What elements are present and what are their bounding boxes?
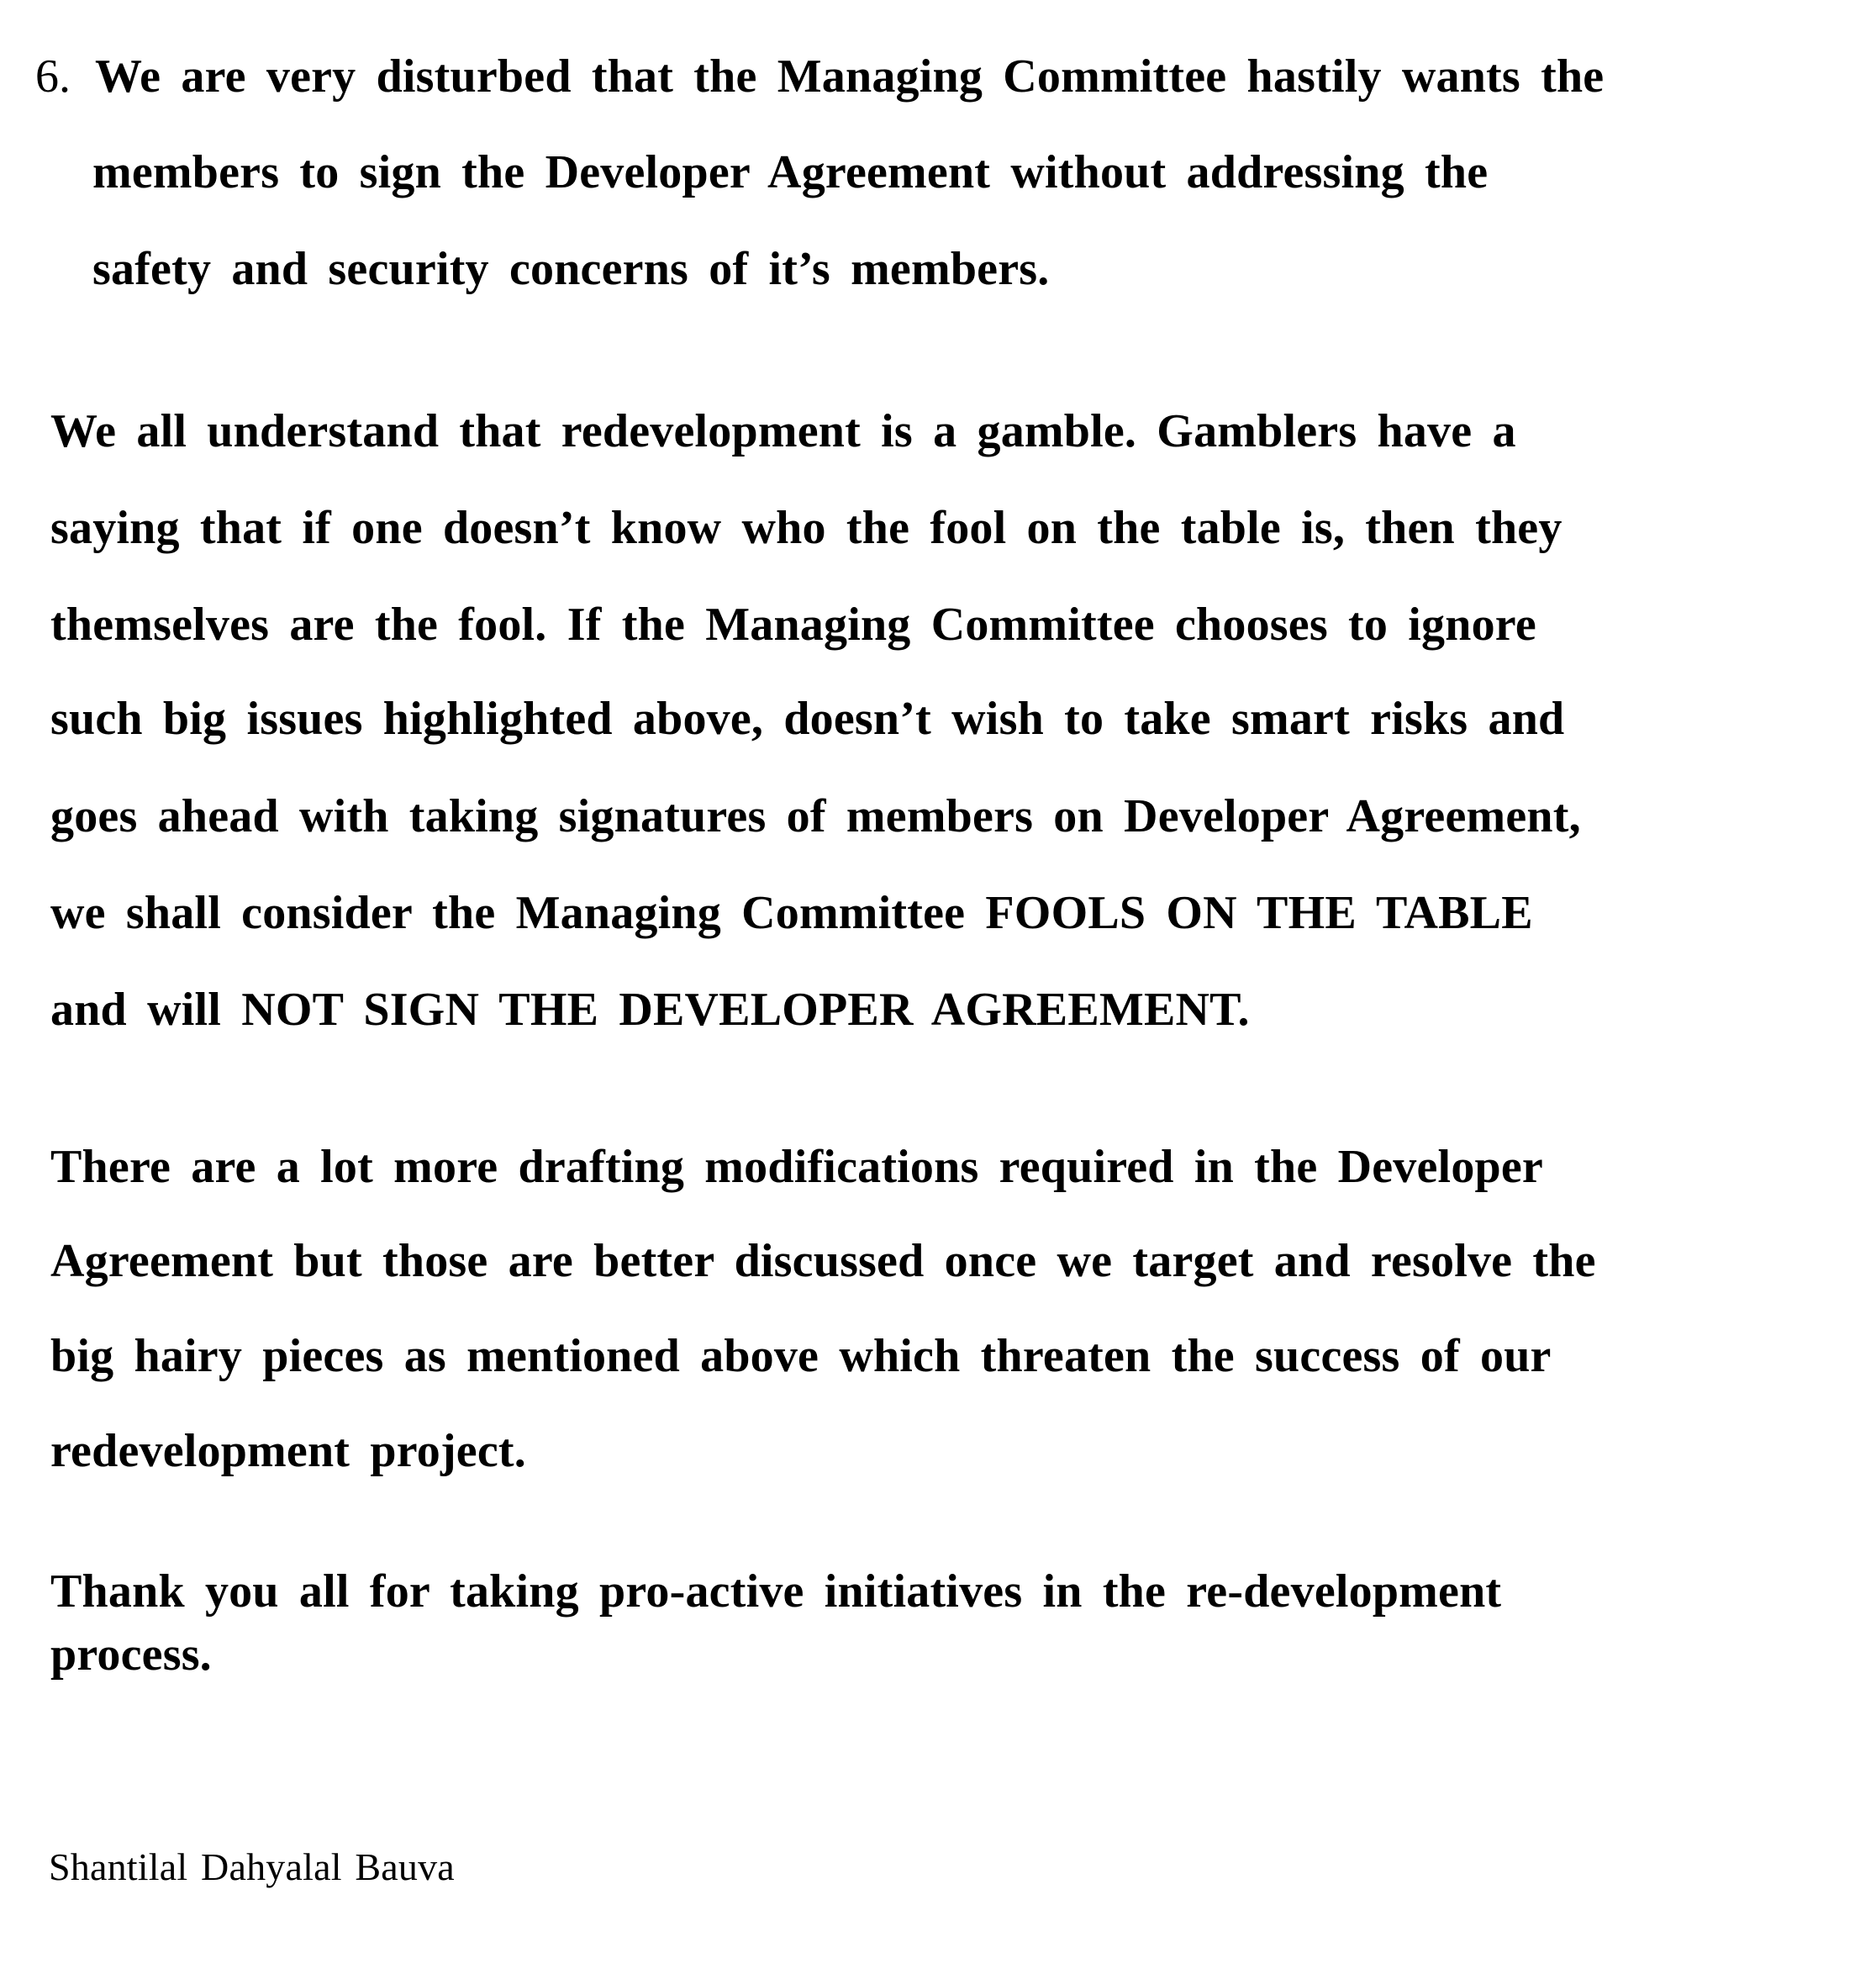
paragraph-line: saying that if one doesn’t know who the fool on the table is, then they (50, 502, 1562, 554)
paragraph-line: Thank you all for taking pro-active initiatives in the re-development (50, 1565, 1502, 1618)
paragraph-line: big hairy pieces as mentioned above which threaten the success of our (50, 1330, 1552, 1382)
paragraph-line: we shall consider the Managing Committee FOOLS ON THE TABLE (50, 887, 1533, 939)
signature-line: Shantilal Dahyalal Bauva (49, 1845, 455, 1888)
paragraph-line: safety and security concerns of it’s members. (92, 243, 1050, 295)
paragraph-line: redevelopment project. (50, 1425, 526, 1477)
paragraph-line: We all understand that redevelopment is a gamble. Gamblers have a (50, 405, 1516, 457)
paragraph-line: goes ahead with taking signatures of members on Developer Agreement, (50, 790, 1581, 842)
paragraph-line: such big issues highlighted above, doesn’t wish to take smart risks and (50, 693, 1565, 745)
paragraph-line: and will NOT SIGN THE DEVELOPER AGREEMENT. (50, 984, 1250, 1036)
list-item-line (35, 50, 1605, 103)
paragraph-line: members to sign the Developer Agreement without addressing the (92, 146, 1489, 198)
paragraph-line: Agreement but those are better discussed once we target and resolve the (50, 1235, 1596, 1287)
paragraph-line: themselves are the fool. If the Managing Committee chooses to ignore (50, 599, 1536, 651)
list-item-number: 6. (35, 50, 71, 103)
paragraph-line: There are a lot more drafting modifications required in the Developer (50, 1141, 1543, 1193)
paragraph-line: We are very disturbed that the Managing Committee hastily wants the (95, 50, 1605, 103)
paragraph-line: process. (50, 1628, 212, 1681)
